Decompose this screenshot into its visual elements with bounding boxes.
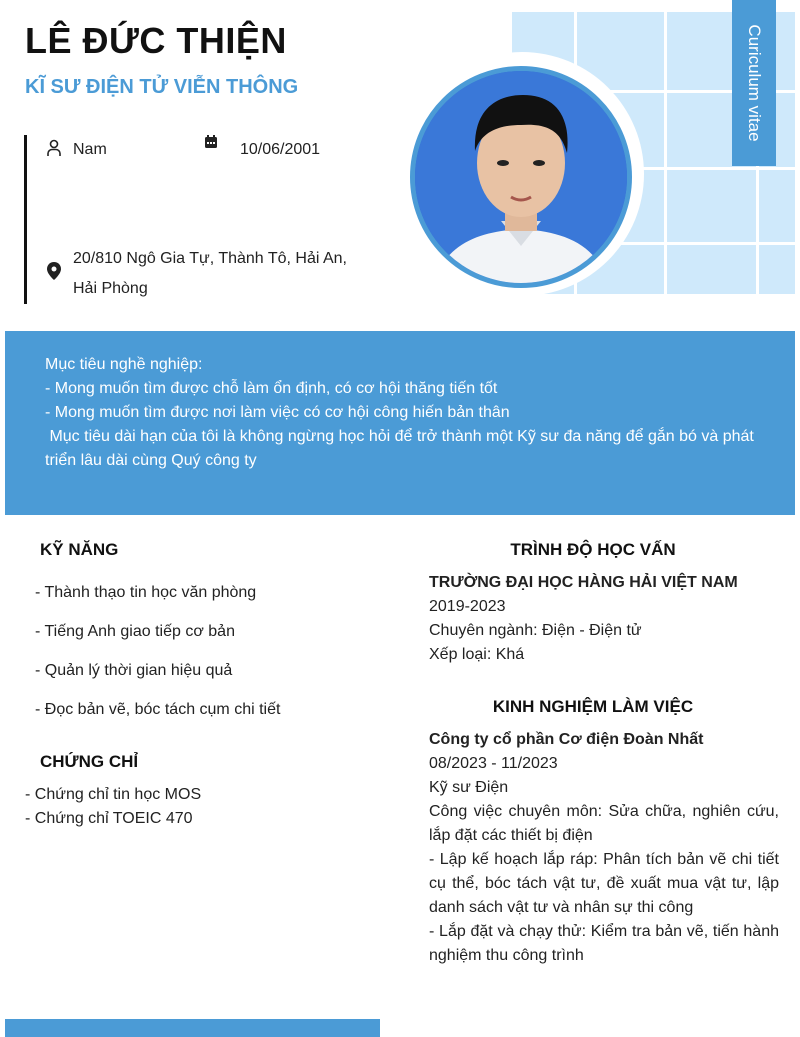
cv-label: Curiculum vitae — [745, 24, 764, 142]
skill-item: - Tiếng Anh giao tiếp cơ bản — [35, 623, 235, 640]
education-block — [429, 571, 779, 667]
career-objective-text — [45, 353, 765, 473]
skill-item: - Đọc bản vẽ, bóc tách cụm chi tiết — [35, 701, 281, 718]
skill-item: - Thành thạo tin học văn phòng — [35, 584, 257, 601]
skills-heading: KỸ NĂNG — [40, 540, 119, 559]
career-objective-panel — [5, 331, 795, 515]
profile-photo — [410, 66, 632, 288]
gender-value: Nam — [73, 141, 107, 158]
certificate-item: - Chứng chỉ tin học MOS — [25, 786, 202, 803]
experience-role: Kỹ sư Điện — [429, 779, 509, 796]
birthdate-value: 10/06/2001 — [240, 141, 321, 158]
job-title: KĨ SƯ ĐIỆN TỬ VIỄN THÔNG — [25, 76, 299, 98]
candidate-name: LÊ ĐỨC THIỆN — [25, 20, 287, 61]
objective-line: - Mong muốn tìm được chỗ làm ổn định, có cơ hội thăng tiến tốt — [45, 380, 498, 397]
address-value: 20/810 Ngô Gia Tự, Thành Tô, Hải An, Hải Phòng — [73, 250, 347, 297]
education-heading: TRÌNH ĐỘ HỌC VẤN — [510, 540, 676, 559]
experience-detail: - Lắp đặt và chạy thử: Kiểm tra bản vẽ, tiến hành nghiệm thu công trình — [429, 923, 779, 964]
info-divider — [24, 135, 27, 304]
location-pin-icon — [47, 262, 61, 284]
experience-detail: - Lập kế hoạch lắp ráp: Phân tích bản vẽ chi tiết cụ thể, bóc tách vật tư, đề xuất mua vật tư, lập danh sách vật tư và nhân sự thi công — [429, 851, 779, 916]
objective-line: - Mong muốn tìm được nơi làm việc có cơ hội công hiến bản thân — [45, 404, 510, 421]
objective-line: Mục tiêu dài hạn của tôi là không ngừng học hỏi để trở thành một Kỹ sư đa năng để gắn bó và phát triển lâu dài cùng Quý công ty — [45, 428, 759, 469]
education-years: 2019-2023 — [429, 598, 506, 615]
person-icon — [46, 139, 62, 161]
experience-block — [429, 728, 779, 968]
footer-bar — [5, 1019, 380, 1037]
calendar-icon — [204, 135, 218, 153]
company-name: Công ty cổ phần Cơ điện Đoàn Nhất — [429, 731, 704, 748]
cv-label-tab — [732, 0, 776, 166]
experience-heading: KINH NGHIỆM LÀM VIỆC — [492, 697, 694, 716]
certificates-heading: CHỨNG CHỈ — [40, 752, 139, 771]
education-major: Chuyên ngành: Điện - Điện tử — [429, 622, 642, 639]
experience-period: 08/2023 - 11/2023 — [429, 755, 558, 772]
certificate-item: - Chứng chỉ TOEIC 470 — [25, 810, 193, 827]
objective-heading: Mục tiêu nghề nghiệp: — [45, 356, 203, 373]
skill-item: - Quản lý thời gian hiệu quả — [35, 662, 233, 679]
education-grade: Xếp loại: Khá — [429, 646, 525, 663]
experience-detail: Công việc chuyên môn: Sửa chữa, nghiên cứu, lắp đặt các thiết bị điện — [429, 803, 779, 844]
school-name: TRƯỜNG ĐẠI HỌC HÀNG HẢI VIỆT NAM — [429, 574, 738, 591]
